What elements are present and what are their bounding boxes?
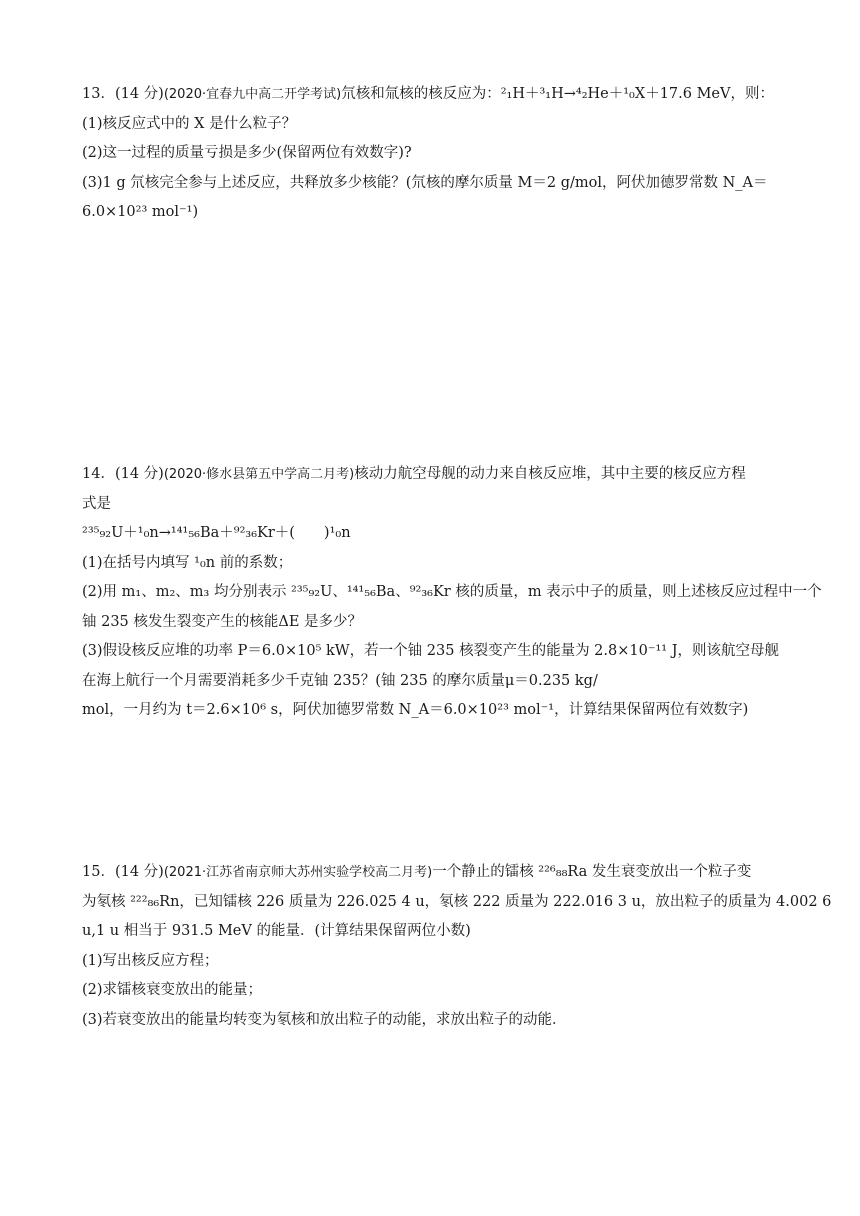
sub-question-1: (1)写出核反应方程； bbox=[82, 952, 219, 969]
question-source: (2021·江苏省南京师大苏州实验学校高二月考) bbox=[163, 865, 433, 880]
question-15 bbox=[82, 858, 832, 1035]
question-15-stem bbox=[82, 858, 782, 888]
question-source: (2020·修水县第五中学高二月考) bbox=[163, 467, 355, 482]
sub-question-3: (3)若衰变放出的能量均转变为氡核和放出粒子的动能，求放出粒子的动能． bbox=[82, 1011, 567, 1028]
question-14 bbox=[82, 460, 822, 726]
nuclear-equation: ²³⁵₉₂U＋¹₀n→¹⁴¹₅₆Ba＋⁹²₃₆Kr＋( )¹₀n bbox=[82, 525, 351, 541]
sub-question-2-continued: 铀 235 核发生裂变产生的核能ΔE 是多少？ bbox=[82, 613, 363, 630]
question-number: 14． bbox=[82, 466, 115, 482]
question-score: (14 分) bbox=[114, 466, 164, 482]
question-13-stem bbox=[82, 80, 782, 110]
question-stem-text: 氘核和氚核的核反应为：²₁H＋³₁H→⁴₂He＋¹₀X＋17.6 MeV，则： bbox=[341, 86, 774, 102]
question-score: (14 分) bbox=[114, 864, 164, 880]
sub-question-2: (2)用 m₁、m₂、m₃ 均分别表示 ²³⁵₉₂U、¹⁴¹₅₆Ba、⁹²₃₆Kr 核的质量，m 表示中子的质量，则上述核反应过程中一个 bbox=[82, 584, 822, 600]
question-number: 15． bbox=[82, 864, 115, 880]
sub-question-3-continued: 6.0×10²³ mol⁻¹) bbox=[82, 204, 199, 220]
question-stem-text: 核动力航空母舰的动力来自核反应堆，其中主要的核反应方程 bbox=[354, 466, 746, 482]
sub-question-3-continued-2: mol，一月约为 t＝2.6×10⁶ s，阿伏加德罗常数 N_A＝6.0×10²³ mol⁻¹，计算结果保留两位有效数字) bbox=[82, 702, 749, 718]
sub-question-3: (3)假设核反应堆的功率 P＝6.0×10⁵ kW，若一个铀 235 核裂变产生的能量为 2.8×10⁻¹¹ J，则该航空母舰 bbox=[82, 643, 780, 659]
question-stem-continued: 式是 bbox=[82, 495, 111, 512]
question-stem-continued-2: u,1 u 相当于 931.5 MeV 的能量．(计算结果保留两位小数) bbox=[82, 923, 471, 939]
question-score: (14 分) bbox=[114, 86, 164, 102]
sub-question-2: (2)求镭核衰变放出的能量； bbox=[82, 982, 263, 998]
question-13 bbox=[82, 80, 782, 228]
question-stem-continued: 为氡核 ²²²₈₆Rn，已知镭核 226 质量为 226.025 4 u，氡核 222 质量为 222.016 3 u，放出粒子的质量为 4.002 6 bbox=[82, 893, 832, 910]
question-14-stem bbox=[82, 460, 782, 490]
sub-question-1: (1)核反应式中的 X 是什么粒子？ bbox=[82, 115, 297, 132]
sub-question-1: (1)在括号内填写 ¹₀n 前的系数； bbox=[82, 554, 293, 571]
sub-question-2: (2)这一过程的质量亏损是多少(保留两位有效数字)? bbox=[82, 145, 412, 161]
sub-question-3: (3)1 g 氘核完全参与上述反应，共释放多少核能？(氘核的摩尔质量 M＝2 g/mol，阿伏加德罗常数 N_A＝ bbox=[82, 174, 768, 191]
question-number: 13． bbox=[82, 86, 115, 102]
question-source: (2020·宜春九中高二开学考试) bbox=[163, 87, 342, 102]
question-stem-text: 一个静止的镭核 ²²⁶₈₈Ra 发生衰变放出一个粒子变 bbox=[432, 864, 752, 880]
sub-question-3-continued: 在海上航行一个月需要消耗多少千克铀 235？(铀 235 的摩尔质量μ＝0.235 kg/ bbox=[82, 672, 598, 689]
